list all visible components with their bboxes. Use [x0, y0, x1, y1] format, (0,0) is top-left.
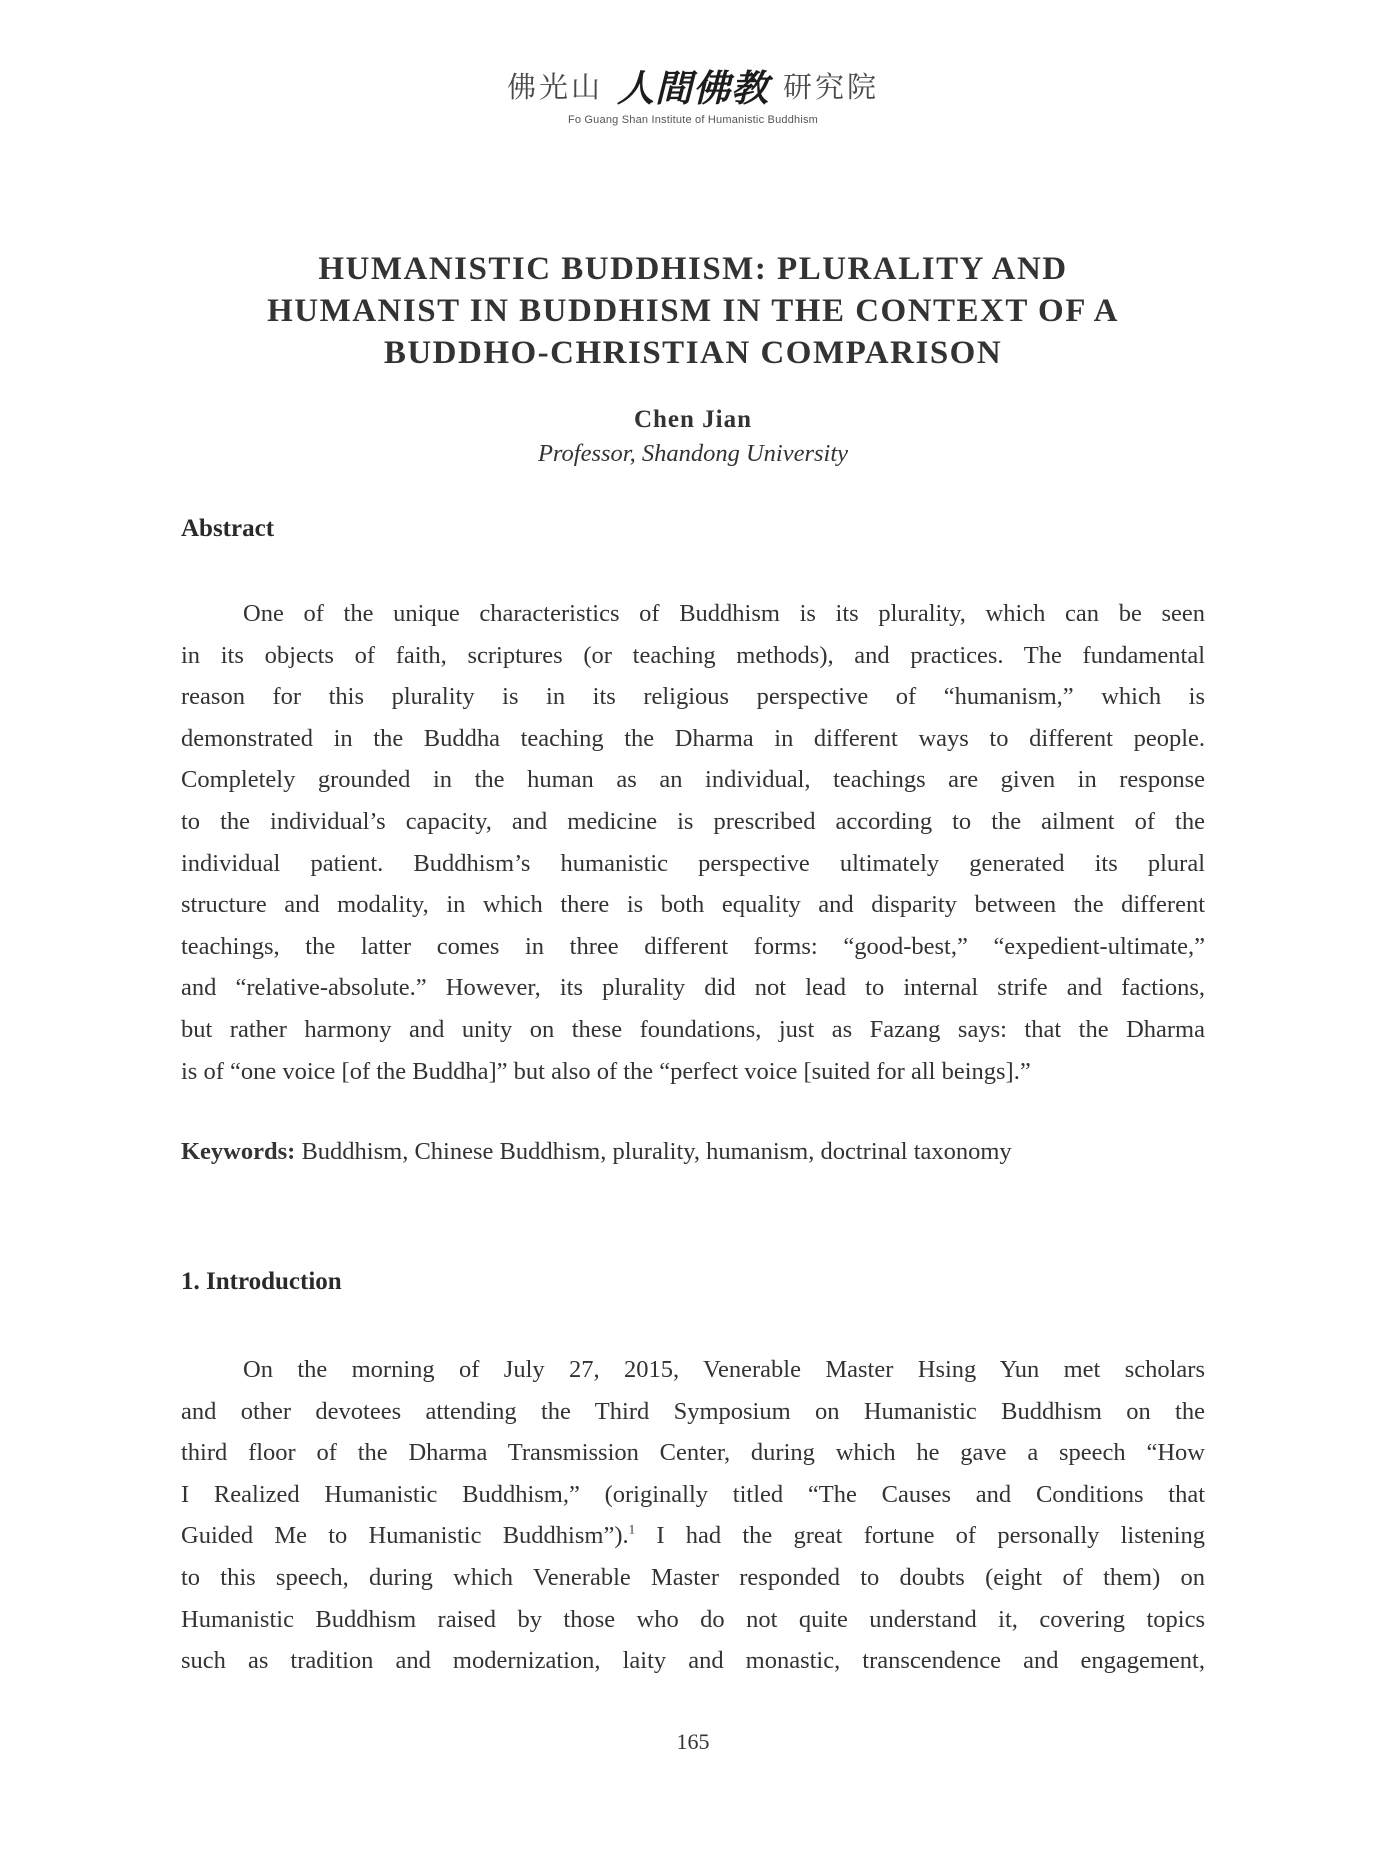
introduction-paragraph — [181, 1349, 1205, 1682]
keywords-text: Buddhism, Chinese Buddhism, plurality, humanism, doctrinal taxonomy — [295, 1138, 1012, 1165]
abstract-line: and “relative-absolute.” However, its plurality did not lead to internal strife and factions, — [181, 974, 1205, 1002]
intro-text: I had the great fortune of personally listening — [635, 1522, 1205, 1550]
title-line: HUMANIST IN BUDDHISM IN THE CONTEXT OF A — [267, 293, 1119, 329]
abstract-paragraph — [181, 593, 1205, 1092]
author-affiliation: Professor, Shandong University — [537, 440, 849, 467]
keywords — [181, 1138, 1012, 1166]
abstract-heading: Abstract — [181, 515, 275, 542]
abstract-line: Completely grounded in the human as an individual, teachings are given in response — [181, 766, 1205, 794]
logo-subtitle: Fo Guang Shan Institute of Humanistic Buddhism — [567, 114, 819, 126]
abstract-line: demonstrated in the Buddha teaching the Dharma in different ways to different people. — [181, 724, 1205, 752]
page-number: 165 — [676, 1729, 710, 1754]
abstract-line: structure and modality, in which there is both equality and disparity between the different — [181, 891, 1205, 919]
intro-text: Guided Me to Humanistic Buddhism”). — [181, 1522, 629, 1550]
intro-line: I Realized Humanistic Buddhism,” (originally titled “The Causes and Conditions that — [181, 1480, 1205, 1508]
intro-line: On the morning of July 27, 2015, Venerable Master Hsing Yun met scholars — [243, 1356, 1205, 1383]
intro-line: Humanistic Buddhism raised by those who do not quite understand it, covering topics — [181, 1605, 1205, 1633]
title-line: BUDDHO-CHRISTIAN COMPARISON — [383, 335, 1003, 371]
institute-logo — [507, 58, 879, 112]
footnote-marker[interactable]: 1 — [628, 1521, 636, 1537]
abstract-line: is of “one voice [of the Buddha]” but also of the “perfect voice [suited for all beings].” — [181, 1057, 1031, 1085]
intro-line: and other devotees attending the Third Symposium on Humanistic Buddhism on the — [181, 1397, 1205, 1425]
abstract-line: reason for this plurality is in its religious perspective of “humanism,” which is — [181, 683, 1205, 711]
abstract-line: in its objects of faith, scriptures (or teaching methods), and practices. The fundamental — [181, 641, 1205, 669]
abstract-line: teachings, the latter comes in three different forms: “good-best,” “expedient-ultimate,” — [181, 932, 1205, 960]
title-line: HUMANISTIC BUDDHISM: PLURALITY AND — [318, 251, 1068, 287]
intro-line: third floor of the Dharma Transmission Center, during which he gave a speech “How — [181, 1439, 1205, 1467]
introduction-heading: 1. Introduction — [181, 1268, 342, 1295]
institute-header — [0, 58, 1386, 126]
abstract-line: individual patient. Buddhism’s humanistic perspective ultimately generated its plural — [181, 849, 1205, 877]
abstract-line: to the individual’s capacity, and medicine is prescribed according to the ailment of the — [181, 807, 1205, 835]
intro-line: such as tradition and modernization, laity and monastic, transcendence and engagement, — [181, 1647, 1205, 1675]
abstract-line: but rather harmony and unity on these foundations, just as Fazang says: that the Dharma — [181, 1015, 1205, 1043]
logo-calligraphy: 人間佛教 — [617, 66, 769, 110]
abstract-line: One of the unique characteristics of Buddhism is its plurality, which can be seen — [243, 600, 1205, 627]
logo-text-left: 佛光山 — [506, 69, 603, 104]
keywords-label: Keywords: — [181, 1138, 296, 1165]
intro-line: to this speech, during which Venerable Master responded to doubts (eight of them) on — [181, 1563, 1205, 1591]
author-name: Chen Jian — [633, 406, 753, 433]
logo-text-right: 研究院 — [783, 69, 880, 104]
paper-title — [150, 248, 1236, 374]
intro-line-with-footnote — [181, 1515, 1205, 1557]
